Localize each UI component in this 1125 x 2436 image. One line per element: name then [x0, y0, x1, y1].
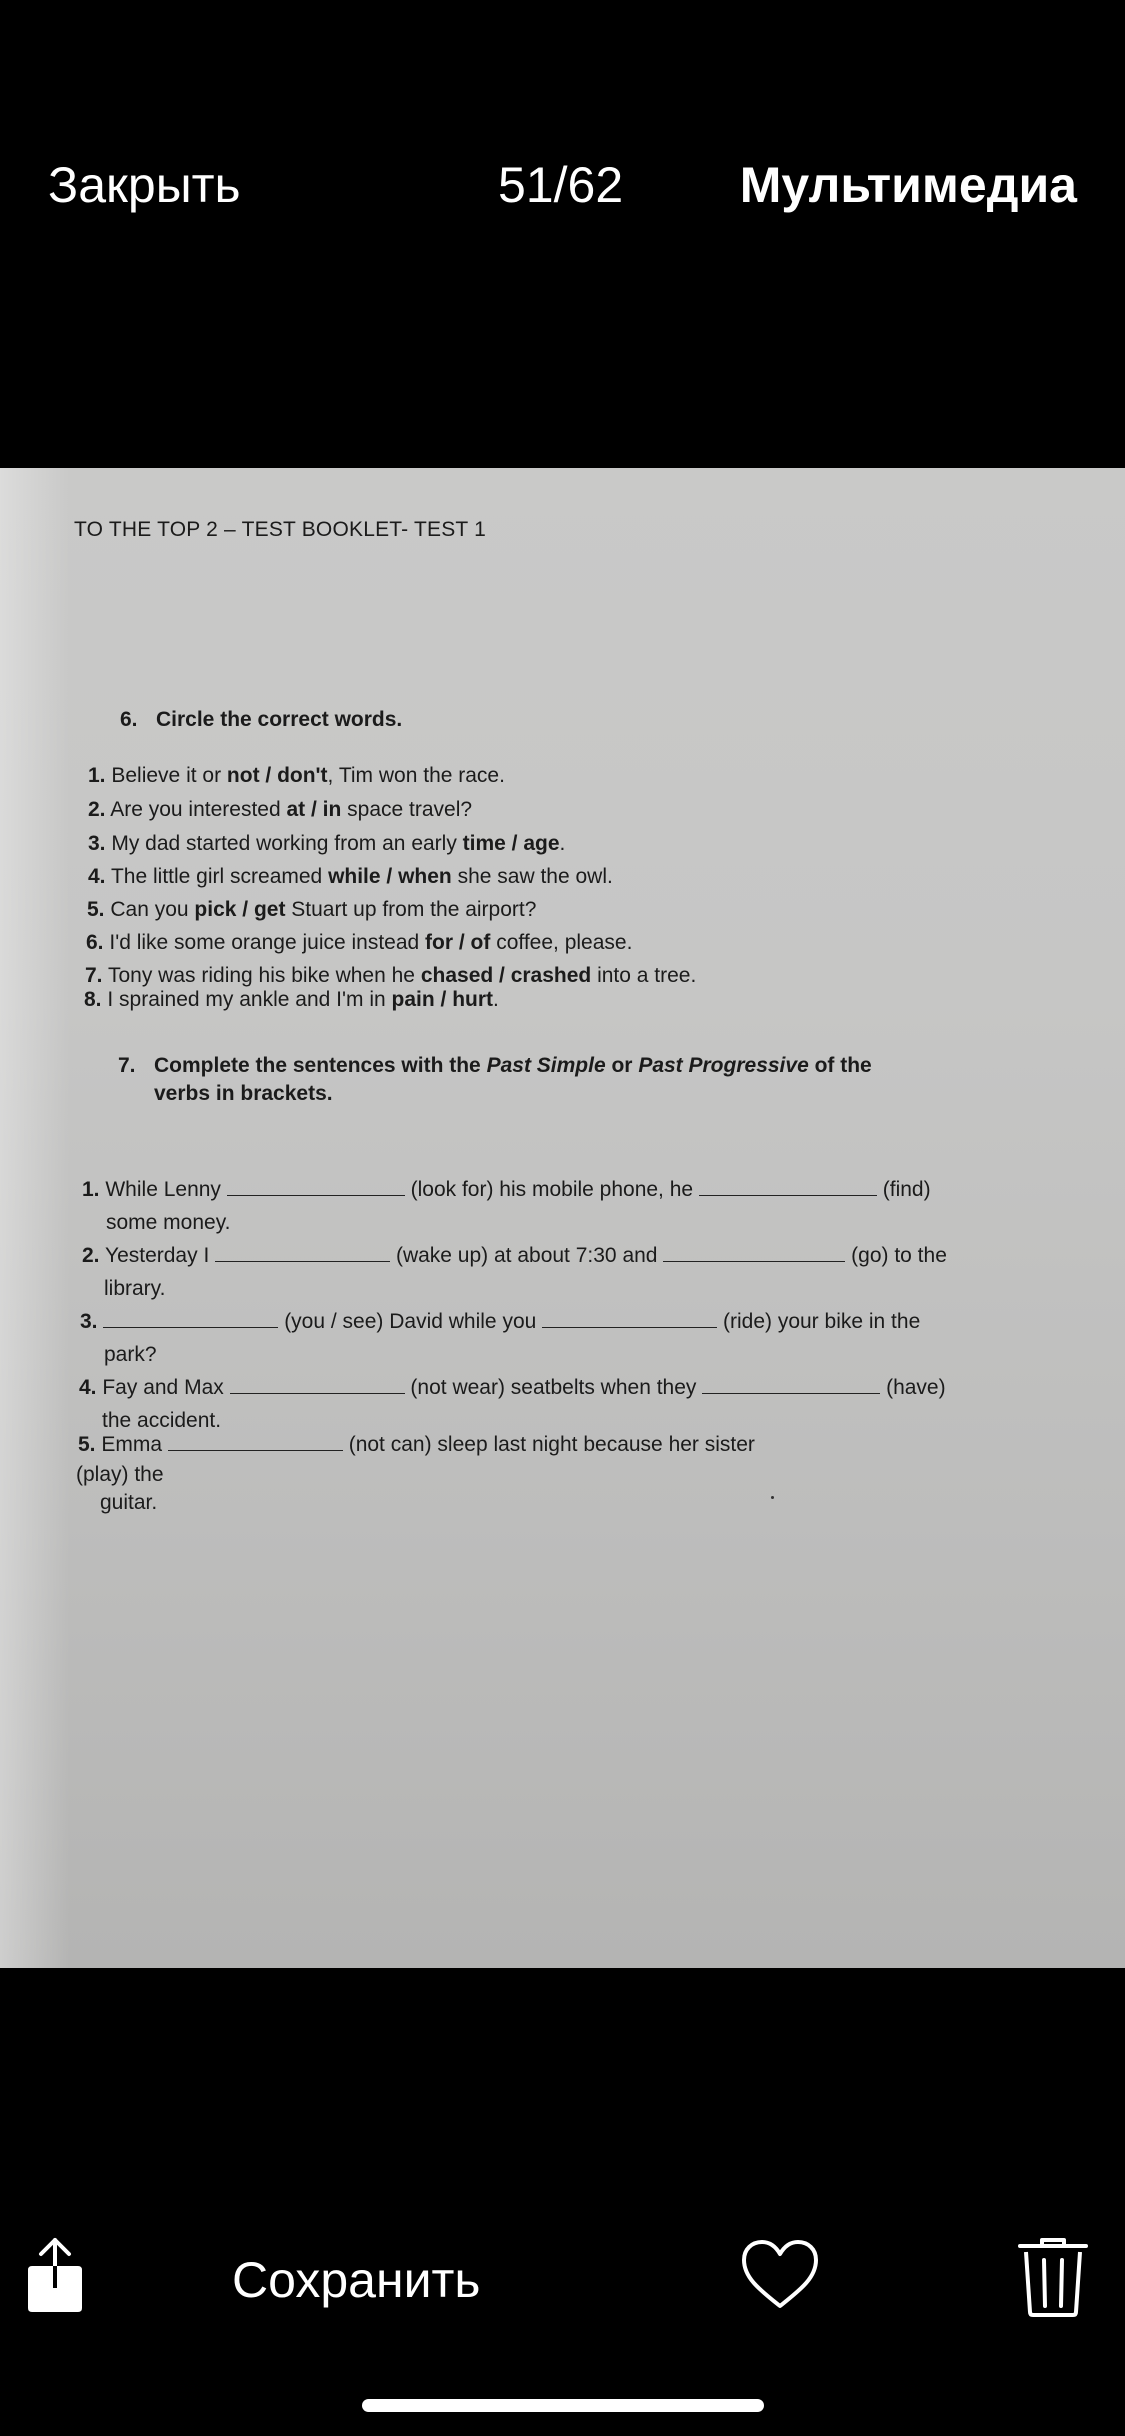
s7-item-number: 4. [79, 1376, 97, 1399]
s6-item-number: 6. [86, 931, 104, 954]
s6-item-choice: time / age [462, 832, 560, 855]
s7-item-text: (not wear) seatbelts when they [404, 1376, 703, 1399]
s6-item-4 [88, 863, 613, 891]
s7-item-text: While Lenny [105, 1178, 227, 1201]
s6-item-text: My dad started working from an early [111, 832, 463, 855]
s7-item-number: 5. [78, 1433, 96, 1456]
s6-item-text: Are you interested [110, 798, 287, 821]
photo-viewer[interactable] [0, 468, 1125, 1968]
s6-item-text: Can you [110, 898, 195, 921]
trash-icon[interactable] [1018, 2236, 1088, 2318]
answer-blank [215, 1243, 390, 1262]
section-7-title-italic: Past Progressive [638, 1054, 809, 1077]
s6-item-number: 2. [88, 798, 106, 821]
s6-item-choice: at / in [286, 798, 342, 821]
s6-item-text: Believe it or [111, 764, 227, 787]
section-7-title-text: Complete the sentences with the [154, 1054, 487, 1077]
s7-item-text: Emma [101, 1433, 168, 1456]
section-6-number: 6. [120, 708, 138, 731]
s6-item-2 [88, 796, 472, 824]
s7-item-3 [80, 1308, 920, 1336]
answer-blank [227, 1177, 405, 1196]
s6-item-text: she saw the owl. [451, 865, 613, 888]
s6-item-text: Tony was riding his bike when he [107, 964, 421, 987]
photo-counter: 51/62 [498, 157, 624, 213]
section-7-number: 7. [118, 1054, 136, 1077]
s7-item-4-cont: the accident. [102, 1409, 222, 1432]
s6-item-text: I'd like some orange juice instead [109, 931, 426, 954]
s7-item-number: 1. [82, 1178, 100, 1201]
save-button[interactable]: Сохранить [232, 2252, 481, 2308]
s7-item-text: (look for) his mobile phone, he [404, 1178, 699, 1201]
media-button[interactable]: Мультимедиа [739, 157, 1077, 213]
s7-item-5-cont-2: guitar. [100, 1491, 158, 1514]
answer-blank [702, 1375, 880, 1394]
paper-speck [771, 1496, 774, 1499]
s6-item-number: 4. [88, 865, 106, 888]
s6-item-text: . [493, 988, 499, 1011]
s6-item-text: coffee, please. [490, 931, 633, 954]
s7-item-2 [82, 1242, 947, 1270]
section-6-title [120, 706, 402, 734]
s6-item-text: , Tim won the race. [327, 764, 505, 787]
top-bar [0, 0, 1125, 470]
s7-item-text: (go) to the [845, 1244, 947, 1267]
s7-item-text: (have) [880, 1376, 946, 1399]
s6-item-text: Stuart up from the airport? [285, 898, 537, 921]
home-indicator[interactable] [362, 2399, 764, 2412]
close-button[interactable]: Закрыть [48, 157, 241, 213]
answer-blank [663, 1243, 845, 1262]
s7-item-5-cont-1: (play) the [76, 1463, 164, 1486]
s7-item-text: Fay and Max [102, 1376, 230, 1399]
answer-blank [542, 1309, 717, 1328]
s7-item-text: (not can) sleep last night because her sister [342, 1433, 755, 1456]
s7-item-5 [78, 1431, 755, 1459]
section-7-title-line-2: verbs in brackets. [154, 1082, 333, 1105]
section-6-title-text: Circle the correct words. [156, 708, 403, 731]
s7-item-number: 3. [80, 1310, 98, 1333]
s7-item-1 [82, 1176, 931, 1204]
answer-blank [699, 1177, 877, 1196]
s6-item-8 [84, 986, 499, 1014]
section-7-title-text: or [605, 1054, 639, 1077]
s7-item-text: (ride) your bike in the [717, 1310, 921, 1333]
s6-item-number: 7. [85, 964, 103, 987]
s6-item-number: 3. [88, 832, 106, 855]
s7-item-number: 2. [82, 1244, 100, 1267]
s6-item-number: 8. [84, 988, 102, 1011]
s6-item-choice: chased / crashed [420, 964, 592, 987]
s6-item-text: I sprained my ankle and I'm in [107, 988, 392, 1011]
s6-item-text: into a tree. [591, 964, 697, 987]
s6-item-text: . [559, 832, 566, 855]
s6-item-3 [88, 830, 565, 858]
s6-item-5 [87, 896, 536, 924]
s6-item-text: The little girl screamed [110, 865, 329, 888]
share-icon[interactable] [24, 2236, 86, 2316]
bottom-bar [0, 1968, 1125, 2436]
answer-blank [230, 1375, 405, 1394]
s7-item-text: (you / see) David while you [278, 1310, 543, 1333]
s7-item-text: (find) [876, 1178, 931, 1201]
document-header: TO THE TOP 2 – TEST BOOKLET- TEST 1 [74, 518, 486, 541]
section-7-title [118, 1052, 968, 1108]
s7-item-1-cont: some money. [106, 1211, 231, 1234]
s6-item-1 [88, 762, 505, 790]
section-7-title-italic: Past Simple [486, 1054, 606, 1077]
s6-item-6 [86, 929, 632, 957]
s7-item-4 [79, 1374, 946, 1402]
answer-blank [168, 1432, 343, 1451]
s6-item-choice: pick / get [194, 898, 286, 921]
photo-edge-shade [0, 468, 70, 1968]
s6-item-choice: pain / hurt [391, 988, 494, 1011]
s6-item-choice: not / don't [226, 764, 328, 787]
answer-blank [103, 1309, 278, 1328]
s6-item-choice: for / of [425, 931, 491, 954]
s7-item-3-cont: park? [104, 1343, 157, 1366]
s7-item-text: Yesterday I [104, 1244, 216, 1267]
s6-item-number: 1. [88, 764, 106, 787]
s6-item-text: space travel? [341, 798, 473, 821]
heart-icon[interactable] [740, 2238, 820, 2310]
s6-item-number: 5. [87, 898, 105, 921]
section-7-title-text: of the [808, 1054, 872, 1077]
s7-item-2-cont: library. [104, 1277, 166, 1300]
s7-item-text: (wake up) at about 7:30 and [390, 1244, 664, 1267]
s6-item-choice: while / when [328, 865, 452, 888]
